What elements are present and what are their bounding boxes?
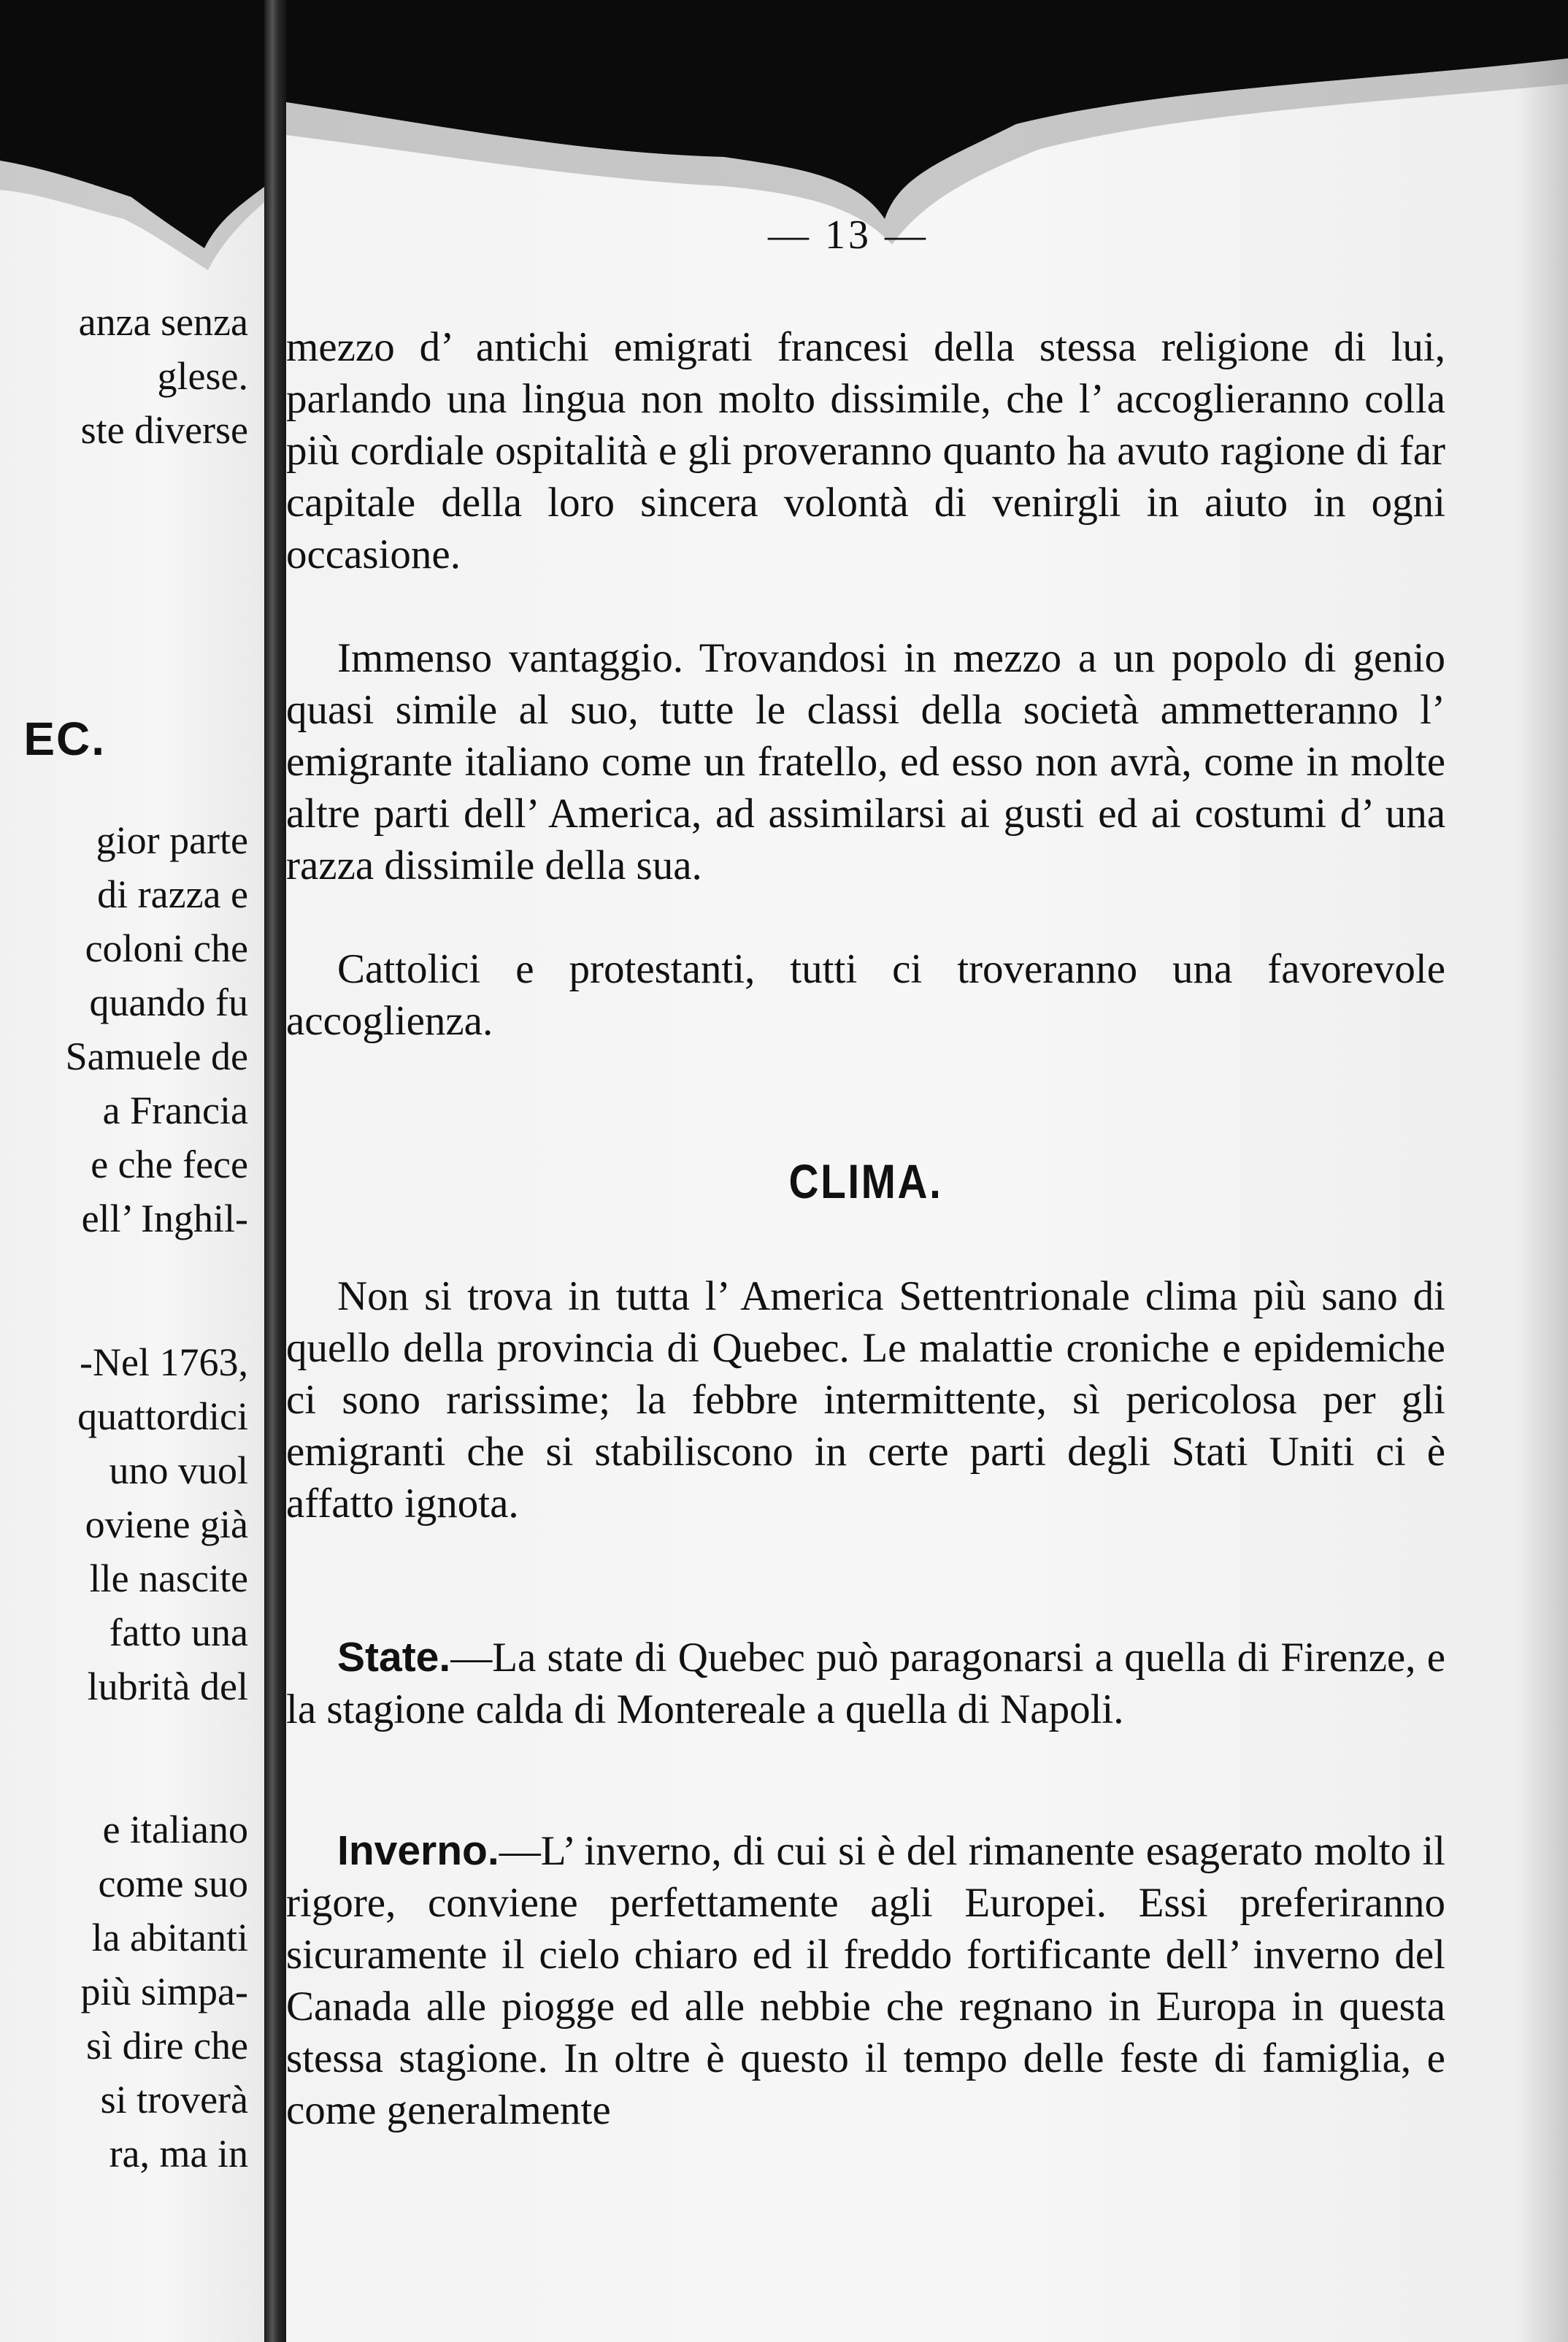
left-line: ste diverse xyxy=(80,408,248,452)
paragraph-block-3 xyxy=(286,943,1445,1047)
paragraph-block-state xyxy=(286,1632,1445,1735)
left-line: coloni che xyxy=(85,926,248,970)
paragraph-vantaggio: Immenso vantaggio. Trovandosi in mezzo a un popolo di genio quasi simile al suo, tutte le classi della società ammetteranno l’ emigrante italiano come un fratello, ed esso non avrà, come in molte altre parti dell’ America, ad assimilarsi ai gusti ed ai costumi d’ una razza dissimile della sua. xyxy=(286,635,1445,888)
paragraph-block-inverno xyxy=(286,1825,1445,2136)
left-line: oviene già xyxy=(85,1502,248,1546)
paragraph-block-2 xyxy=(286,632,1445,891)
left-line: Samuele de xyxy=(65,1034,248,1078)
left-line: quattordici xyxy=(77,1394,248,1438)
state-lead: State. xyxy=(337,1634,451,1681)
winter-lead: Inverno. xyxy=(337,1827,499,1874)
left-line: gior parte xyxy=(96,818,248,862)
left-line: si troverà xyxy=(100,2078,248,2122)
left-line: quando fu xyxy=(89,980,248,1024)
torn-edge-left xyxy=(0,0,270,277)
right-page xyxy=(286,0,1568,2342)
page-gutter xyxy=(264,0,288,2342)
intro-paragraph-block xyxy=(286,321,1445,580)
left-line: sì dire che xyxy=(86,2024,248,2068)
left-line: anza senza xyxy=(78,300,248,344)
left-line: ra, ma in xyxy=(109,2132,248,2176)
state-text: —La state di Quebec può paragonarsi a quella di Firenze, e la stagione calda di Montereale a quella di Napoli. xyxy=(286,1635,1445,1732)
left-line: come suo xyxy=(98,1862,248,1905)
left-line: più simpa- xyxy=(80,1970,248,2013)
section-heading-clima: CLIMA. xyxy=(788,1154,943,1208)
page-number: — 13 — xyxy=(768,212,929,258)
left-line: ell’ Inghil- xyxy=(81,1197,248,1240)
left-line: lubrità del xyxy=(87,1665,248,1708)
left-line: -Nel 1763, xyxy=(80,1340,248,1384)
left-line: e italiano xyxy=(102,1808,248,1851)
paragraph-state xyxy=(286,1632,1445,1735)
left-page-fragment xyxy=(0,0,270,2342)
intro-paragraph: mezzo d’ antichi emigrati francesi della stessa religione di lui, parlando una lingua non molto dissimile, che l’ accoglieranno colla più cordiale ospitalità e gli proveranno quanto ha avuto ragione di far capitale della loro sincera volontà di venirgli in aiuto in ogni occasione. xyxy=(286,324,1445,577)
left-page-heading: EC. xyxy=(23,713,106,765)
left-line: a Francia xyxy=(102,1089,248,1132)
paragraph-inverno xyxy=(286,1825,1445,2136)
left-line: lle nascite xyxy=(89,1556,248,1600)
left-line: la abitanti xyxy=(91,1916,248,1959)
left-line: uno vuol xyxy=(109,1448,248,1492)
left-line: fatto una xyxy=(109,1610,248,1654)
paragraph-clima: Non si trova in tutta l’ America Settentrionale clima più sano di quello della provincia di Quebec. Le malattie croniche e epidemiche ci sono rarissime; la febbre intermittente, sì pericolosa per gli emigranti che si stabiliscono in certe parti degli Stati Uniti ci è affatto ignota. xyxy=(286,1273,1445,1527)
paragraph-accoglienza: Cattolici e protestanti, tutti ci troveranno una favorevole accoglienza. xyxy=(286,946,1445,1044)
torn-edge-right xyxy=(286,0,1568,248)
left-line: glese. xyxy=(157,354,248,398)
left-line: di razza e xyxy=(97,872,248,916)
paragraph-block-4 xyxy=(286,1270,1445,1529)
winter-text: —L’ inverno, di cui si è del rimanente esagerato molto il rigore, conviene perfettamente agli Europei. Essi preferiranno sicuramente il cielo chiaro ed il freddo fortificante dell’ inverno del Canada alle piogge ed alle nebbie che regnano in Europa in questa stessa stagione. In oltre è questo il tempo delle feste di famiglia, e come generalmente xyxy=(286,1828,1445,2133)
left-line: e che fece xyxy=(91,1143,248,1186)
